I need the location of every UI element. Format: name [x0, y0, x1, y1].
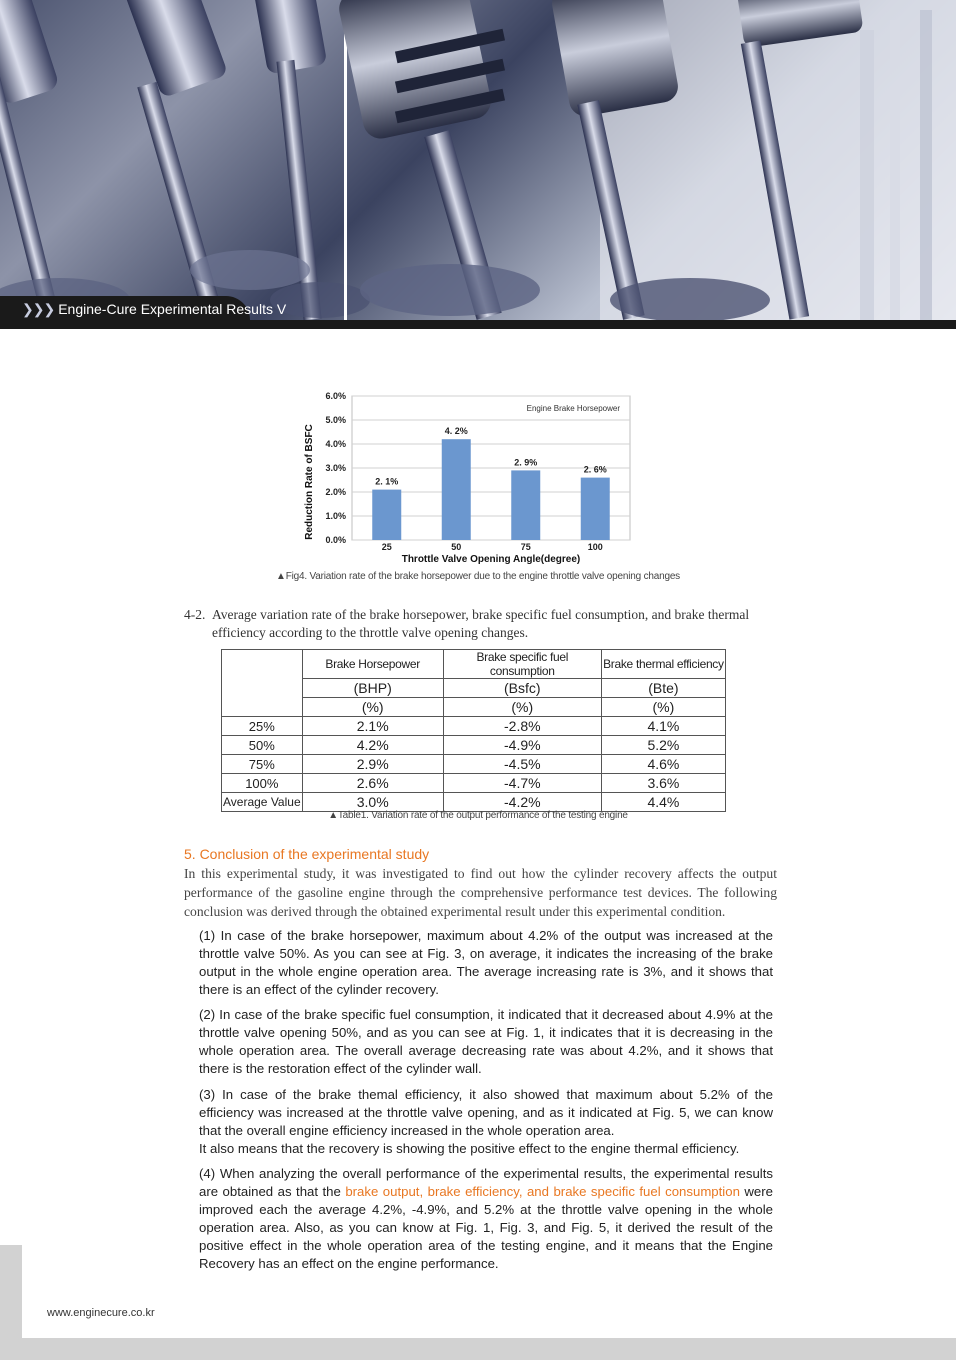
table-row	[222, 717, 726, 736]
y-tick-label: 4.0%	[325, 439, 346, 449]
section-5-title: 5. Conclusion of the experimental study	[184, 846, 430, 862]
table-corner-cell	[222, 679, 303, 698]
x-tick-label: 100	[587, 542, 603, 552]
header-title-text: Engine-Cure Experimental Results V	[58, 301, 287, 317]
bar	[581, 478, 610, 540]
y-tick-label: 3.0%	[325, 463, 346, 473]
table-corner-cell	[222, 650, 303, 679]
table-row	[222, 774, 726, 793]
row-label: 100%	[222, 774, 303, 793]
x-tick-label: 75	[520, 542, 531, 552]
bar	[511, 470, 540, 540]
table-cell: 4.6%	[601, 755, 725, 774]
table-cell: 3.6%	[601, 774, 725, 793]
x-tick-label: 50	[451, 542, 462, 552]
table-abbr-cell: (BHP)	[302, 679, 443, 698]
footer-url: www.enginecure.co.kr	[47, 1307, 155, 1319]
table-cell: -4.9%	[443, 736, 601, 755]
conclusion-highlight: brake output, brake efficiency, and brake specific fuel consumption	[345, 1184, 740, 1199]
conclusion-point-4-post: were improved each the average 4.2%, -4.9%, and 5.2% at the throttle valve opening in the whole operation area. Also, as you can know at Fig. 1, Fig. 3, and Fig. 5, it derived the result of the positive effect in the whole operation area of the testing engine, and it means that the Engine Recovery has an effect on the engine performance.	[199, 1184, 773, 1271]
row-label: 50%	[222, 736, 303, 755]
table-cell: -4.2%	[443, 793, 601, 812]
table-abbr-row	[222, 679, 726, 698]
conclusion-point-1: (1) In case of the brake horsepower, maximum about 4.2% of the output was increased at the throttle valve 50%. As you can see at Fig. 3, on average, it indicates the increasing of the brake output in the whole engine operation area. The average increasing rate is 3%, and it shows that there is an effect of the cylinder recovery.	[199, 928, 773, 997]
figure-caption: ▲Fig4. Variation rate of the brake horsepower due to the engine throttle valve opening changes	[276, 571, 680, 582]
table-cell: -4.7%	[443, 774, 601, 793]
section-line-2: efficiency according to the throttle valve opening changes.	[212, 625, 529, 640]
table-header-cell: Brake specific fuel consumption	[443, 650, 601, 679]
header-title	[22, 298, 286, 320]
row-label: 75%	[222, 755, 303, 774]
bar	[372, 490, 401, 540]
table-cell: -2.8%	[443, 717, 601, 736]
table-unit-cell: (%)	[443, 698, 601, 717]
chart-canvas	[296, 384, 640, 570]
y-axis-label: Reduction Rate of BSFC	[304, 424, 315, 540]
header-photo	[0, 0, 956, 320]
y-tick-label: 5.0%	[325, 415, 346, 425]
table-header-cell: Brake thermal efficiency	[601, 650, 725, 679]
performance-table	[221, 649, 726, 812]
section-5-intro: In this experimental study, it was investigated to find out how the cylinder recovery affects the output performance of the gasoline engine through the comprehensive performance test devices. The following conclusion was derived through the obtained experimental result under this experimental condition.	[184, 866, 777, 919]
table-cell: 3.0%	[302, 793, 443, 812]
conclusion-point-3	[199, 1086, 773, 1158]
table-unit-cell: (%)	[601, 698, 725, 717]
section-line-1: Average variation rate of the brake horsepower, brake specific fuel consumption, and brake thermal	[212, 607, 750, 622]
table-caption: ▲Table1. Variation rate of the output performance of the testing engine	[328, 810, 628, 821]
row-label: Average Value	[222, 793, 303, 812]
table-cell: -4.5%	[443, 755, 601, 774]
conclusion-point-4-pre: (4) When analyzing the overall performance of the experimental results, the experimental results are obtained as that the	[199, 1166, 773, 1199]
table-cell: 4.2%	[302, 736, 443, 755]
table-cell: 5.2%	[601, 736, 725, 755]
bsfc-bar-chart	[296, 384, 640, 570]
table-header-row	[222, 650, 726, 679]
y-tick-label: 1.0%	[325, 511, 346, 521]
x-tick-label: 25	[381, 542, 392, 552]
chevrons-icon: ❯❯❯	[22, 301, 55, 317]
table-abbr-cell: (Bsfc)	[443, 679, 601, 698]
bar	[442, 439, 471, 540]
section-4-2-heading	[184, 606, 774, 642]
table-header-cell: Brake Horsepower	[302, 650, 443, 679]
row-label: 25%	[222, 717, 303, 736]
data-label: 2. 1%	[375, 476, 399, 487]
footer-bottom-strip	[0, 1338, 956, 1360]
table-row	[222, 793, 726, 812]
table-unit-row	[222, 698, 726, 717]
table-row	[222, 736, 726, 755]
table-cell: 4.4%	[601, 793, 725, 812]
section-number: 4-2.	[184, 607, 206, 622]
legend-label: Engine Brake Horsepower	[526, 404, 620, 413]
y-tick-label: 0.0%	[325, 535, 346, 545]
data-label: 2. 6%	[583, 464, 607, 475]
conclusion-point-4	[199, 1165, 773, 1273]
header-divider	[0, 320, 956, 329]
table-cell: 2.1%	[302, 717, 443, 736]
table-cell: 2.9%	[302, 755, 443, 774]
x-axis-label: Throttle Valve Opening Angle(degree)	[401, 554, 581, 565]
conclusion-point-2: (2) In case of the brake specific fuel consumption, it indicated that it decreased about 4.9% at the throttle valve opening 50%, and as you can see at Fig. 1, it indicates that it is decreasing in the whole operation area. The overall average decreasing rate was about 4.2%, and it shows that there is the restoration effect of the cylinder wall.	[199, 1007, 773, 1076]
table-row	[222, 755, 726, 774]
data-label: 2. 9%	[514, 457, 538, 468]
table-unit-cell: (%)	[302, 698, 443, 717]
data-label: 4. 2%	[444, 426, 468, 437]
table-abbr-cell: (Bte)	[601, 679, 725, 698]
conclusion-point-3-note: It also means that the recovery is showing the positive effect to the engine thermal efficiency.	[199, 1141, 740, 1156]
table-corner-cell	[222, 698, 303, 717]
table-cell: 4.1%	[601, 717, 725, 736]
conclusion-point-3-text: (3) In case of the brake themal efficiency, it also showed that maximum about 5.2% of the efficiency was increased at the throttle valve opening, and as it indicated at Fig. 5, we can know that the overall engine efficiency increased in the whole operation area.	[199, 1087, 773, 1138]
y-tick-label: 2.0%	[325, 487, 346, 497]
engine-valves-illustration	[0, 0, 956, 320]
y-tick-label: 6.0%	[325, 391, 346, 401]
table-cell: 2.6%	[302, 774, 443, 793]
